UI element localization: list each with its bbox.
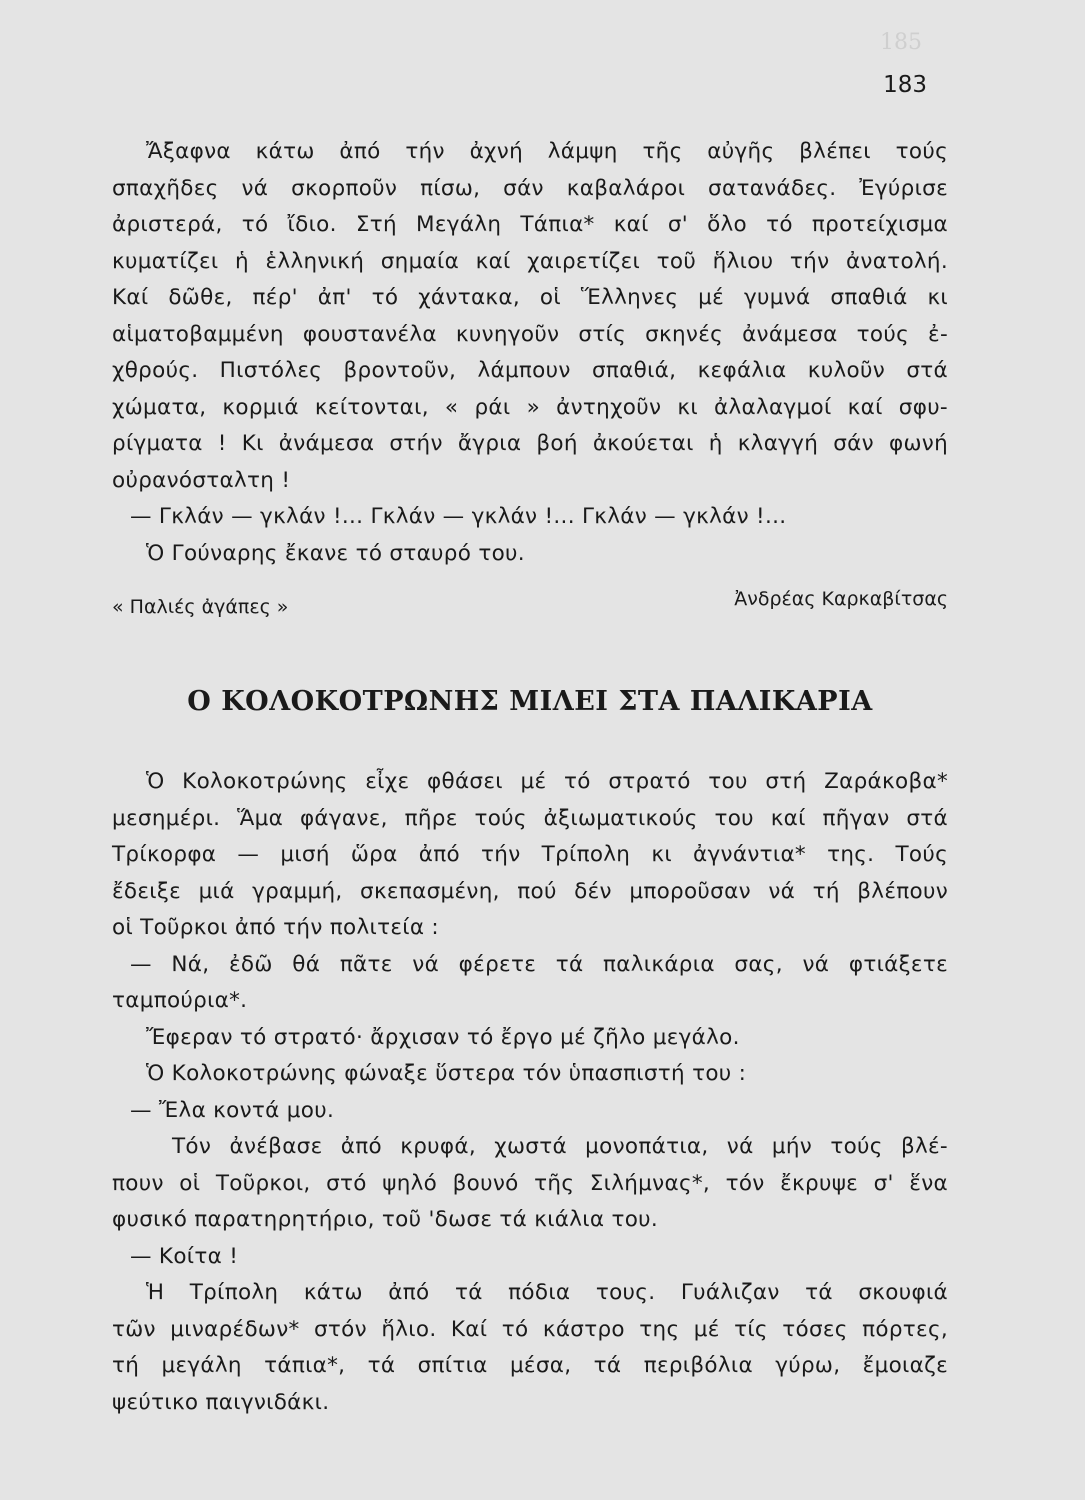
source-work-title: « Παλιές ἀγάπες » bbox=[112, 596, 289, 618]
page-number: 183 bbox=[883, 72, 927, 98]
text-line: Τόν ἀνέβασε ἀπό κρυφά, χωστά μονοπάτια, νά μήν τούς βλέ- bbox=[172, 1134, 948, 1159]
text-line: Ἡ Τρίπολη κάτω ἀπό τά πόδια τους. Γυάλιζαν τά σκουφιά bbox=[146, 1280, 948, 1305]
text-line: φυσικό παρατηρητήριο, τοῦ 'δωσε τά κιάλια του. bbox=[112, 1207, 659, 1232]
text-line: τῶν μιναρέδων* στόν ἥλιο. Καί τό κάστρο της μέ τίς τόσες πόρτες, bbox=[112, 1316, 948, 1342]
text-line: ταμπούρια*. bbox=[112, 988, 248, 1013]
text-line: ἀριστερά, τό ἴδιο. Στή Μεγάλη Τάπια* καί σ' ὅλο τό προτείχισμα bbox=[112, 212, 948, 237]
text-line: Τρίκορφα — μισή ὥρα ἀπό τήν Τρίπολη κι ἀγνάντια* της. Τούς bbox=[112, 842, 948, 867]
text-line: πουν οἱ Τοῦρκοι, στό ψηλό βουνό τῆς Σιλήμνας*, τόν ἔκρυψε σ' ἕνα bbox=[112, 1170, 948, 1196]
text-line: κυματίζει ἡ ἑλληνική σημαία καί χαιρετίζει τοῦ ἥλιου τήν ἀνατολή. bbox=[112, 248, 948, 274]
text-line: τή μεγάλη τάπια*, τά σπίτια μέσα, τά περιβόλια γύρω, ἔμοιαζε bbox=[112, 1353, 948, 1378]
text-line: ἔδειξε μιά γραμμή, σκεπασμένη, πού δέν μποροῦσαν νά τή βλέπουν bbox=[112, 878, 948, 904]
text-line: οἱ Τοῦρκοι ἀπό τήν πολιτεία : bbox=[112, 915, 439, 940]
text-line: οὐρανόσταλτη ! bbox=[112, 467, 291, 493]
text-line: Ἄξαφνα κάτω ἀπό τήν ἀχνή λάμψη τῆς αὐγῆς βλέπει τούς bbox=[146, 139, 948, 164]
section-title: Ο ΚΟΛΟΚΟΤΡΩΝΗΣ ΜΙΛΕΙ ΣΤΑ ΠΑΛΙΚΑΡΙΑ bbox=[187, 686, 873, 717]
text-line: ψεύτικο παιγνιδάκι. bbox=[112, 1389, 330, 1415]
source-author: Ἀνδρέας Καρκαβίτσας bbox=[734, 588, 948, 610]
text-line: μεσημέρι. Ἅμα φάγανε, πῆρε τούς ἀξιωματικούς του καί πῆγαν στά bbox=[112, 805, 948, 831]
text-line: Καί δῶθε, πέρ' ἀπ' τό χάντακα, οἱ Ἕλληνες μέ γυμνά σπαθιά κι bbox=[112, 285, 948, 310]
text-line: Ὁ Κολοκοτρώνης φώναξε ὕστερα τόν ὑπασπιστή του : bbox=[146, 1061, 747, 1086]
text-line: Ὁ Γούναρης ἔκανε τό σταυρό του. bbox=[146, 540, 525, 566]
text-line: χώματα, κορμιά κείτονται, « ράι » ἀντηχοῦν κι ἀλαλαγμοί καί σφυ- bbox=[112, 394, 948, 420]
excerpt-1-body bbox=[112, 134, 948, 572]
dialogue-line: — Γκλάν — γκλάν !... Γκλάν — γκλάν !... Γκλάν — γκλάν !... bbox=[130, 504, 787, 529]
text-line: σπαχῆδες νά σκορποῦν πίσω, σάν καβαλάροι σατανάδες. Ἐγύρισε bbox=[112, 175, 948, 201]
bleed-through-page-number: 185 bbox=[880, 30, 922, 55]
excerpt-2-body bbox=[112, 764, 948, 1421]
text-line: ρίγματα ! Κι ἀνάμεσα στήν ἄγρια βοή ἀκούεται ἡ κλαγγή σάν φωνή bbox=[112, 431, 948, 456]
text-line: Ὁ Κολοκοτρώνης εἶχε φθάσει μέ τό στρατό του στή Ζαράκοβα* bbox=[146, 769, 948, 794]
text-line: αἱματοβαμμένη φουστανέλα κυνηγοῦν στίς σκηνές ἀνάμεσα τούς ἐ- bbox=[112, 321, 948, 347]
excerpt-1-source bbox=[112, 588, 948, 628]
dialogue-line: — Κοίτα ! bbox=[130, 1243, 239, 1269]
text-line: χθρούς. Πιστόλες βροντοῦν, λάμπουν σπαθιά, κεφάλια κυλοῦν στά bbox=[112, 358, 948, 383]
dialogue-line: — Ἔλα κοντά μου. bbox=[130, 1097, 335, 1123]
dialogue-line: — Νά, ἐδῶ θά πᾶτε νά φέρετε τά παλικάρια σας, νά φτιάξετε bbox=[130, 951, 948, 977]
text-line: Ἔφεραν τό στρατό· ἄρχισαν τό ἔργο μέ ζῆλο μεγάλο. bbox=[146, 1024, 740, 1050]
